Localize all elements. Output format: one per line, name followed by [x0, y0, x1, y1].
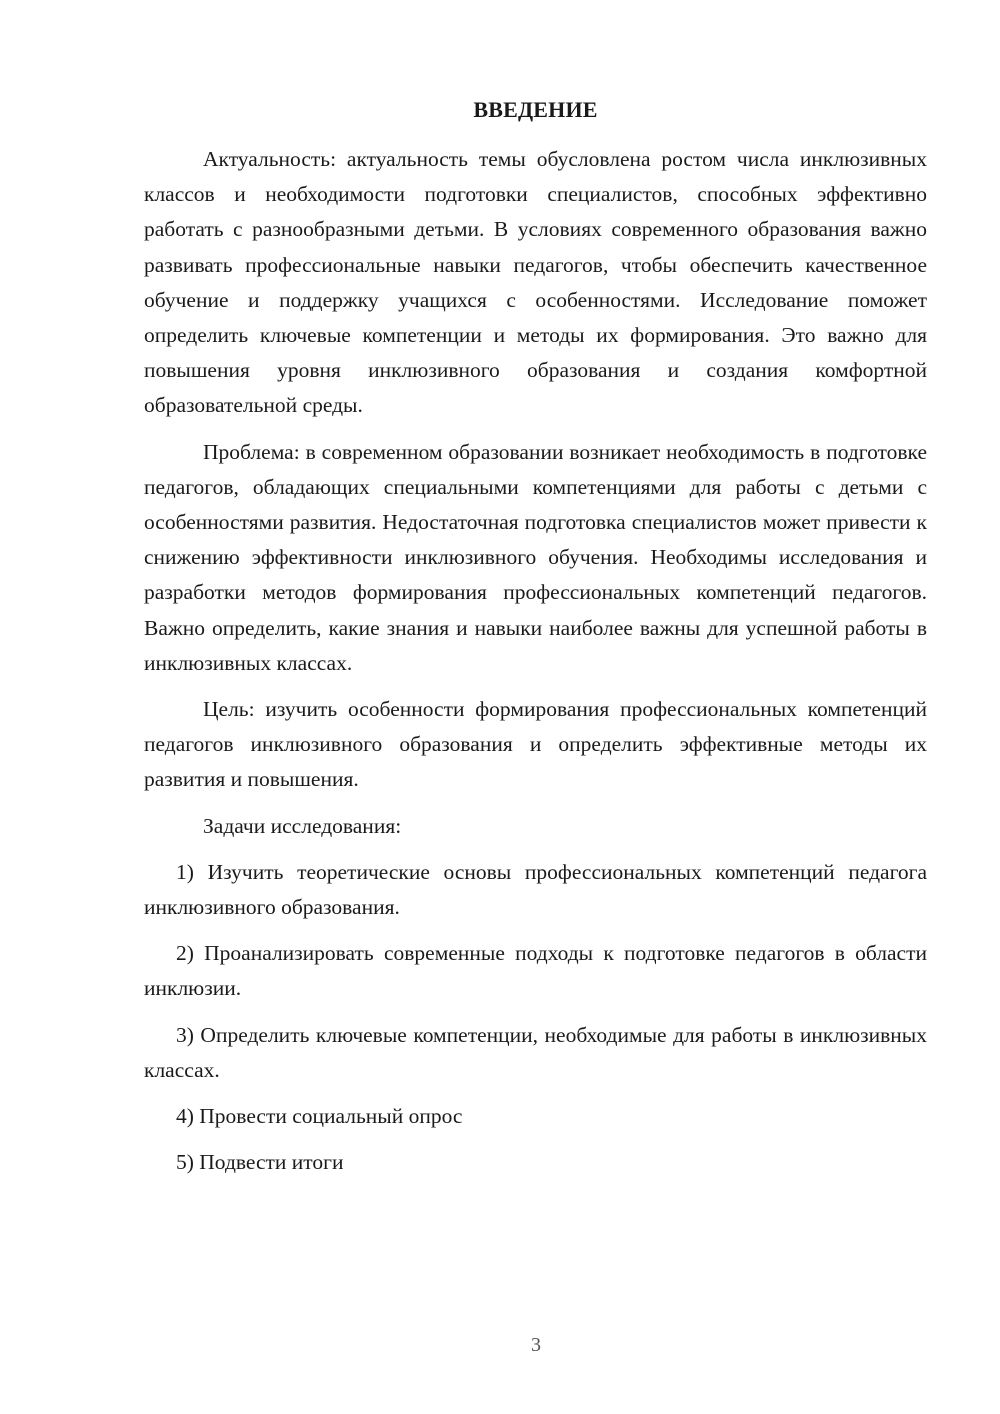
- paragraph-goal: Цель: изучить особенности формирования профессиональных компетенций педагогов инклюзивного образования и определить эффективные методы их развития и повышения.: [144, 697, 927, 792]
- list-item-task-1: 1) Изучить теоретические основы профессиональных компетенций педагога инклюзивного образования.: [144, 859, 927, 920]
- list-item-task-2: 2) Проанализировать современные подходы к подготовке педагогов в области инклюзии.: [144, 941, 927, 1001]
- section-heading: ВВЕДЕНИЕ: [473, 97, 598, 122]
- page-number: 3: [531, 1334, 541, 1356]
- paragraph-relevance: Актуальность: актуальность темы обусловлена ростом числа инклюзивных классов и необходимости подготовки специалистов, способных эффективно работать с разнообразными детьми. В условиях современного образования важно развивать профессиональные навыки педагогов, чтобы обеспечить качественное обучение и поддержку учащихся с особенностями. Исследование поможет определить ключевые компетенции и методы их формирования. Это важно для повышения уровня инклюзивного образования и создания комфортной образовательной среды.: [144, 147, 927, 418]
- paragraph-problem: Проблема: в современном образовании возникает необходимость в подготовке педагогов, обладающих специальными компетенциями для работы с детьми с особенностями развития. Недостаточная подготовка специалистов может привести к снижению эффективности инклюзивного обучения. Необходимы исследования и разработки методов формирования профессиональных компетенций педагогов. Важно определить, какие знания и навыки наиболее важны для успешной работы в инклюзивных классах.: [144, 439, 927, 675]
- document-body: [144, 142, 927, 1191]
- list-item-task-4: 4) Провести социальный опрос: [176, 1104, 463, 1129]
- list-item-task-3: 3) Определить ключевые компетенции, необходимые для работы в инклюзивных классах.: [144, 1022, 927, 1082]
- list-item-task-5: 5) Подвести итоги: [176, 1150, 344, 1175]
- paragraph-tasks-heading: Задачи исследования:: [203, 813, 402, 838]
